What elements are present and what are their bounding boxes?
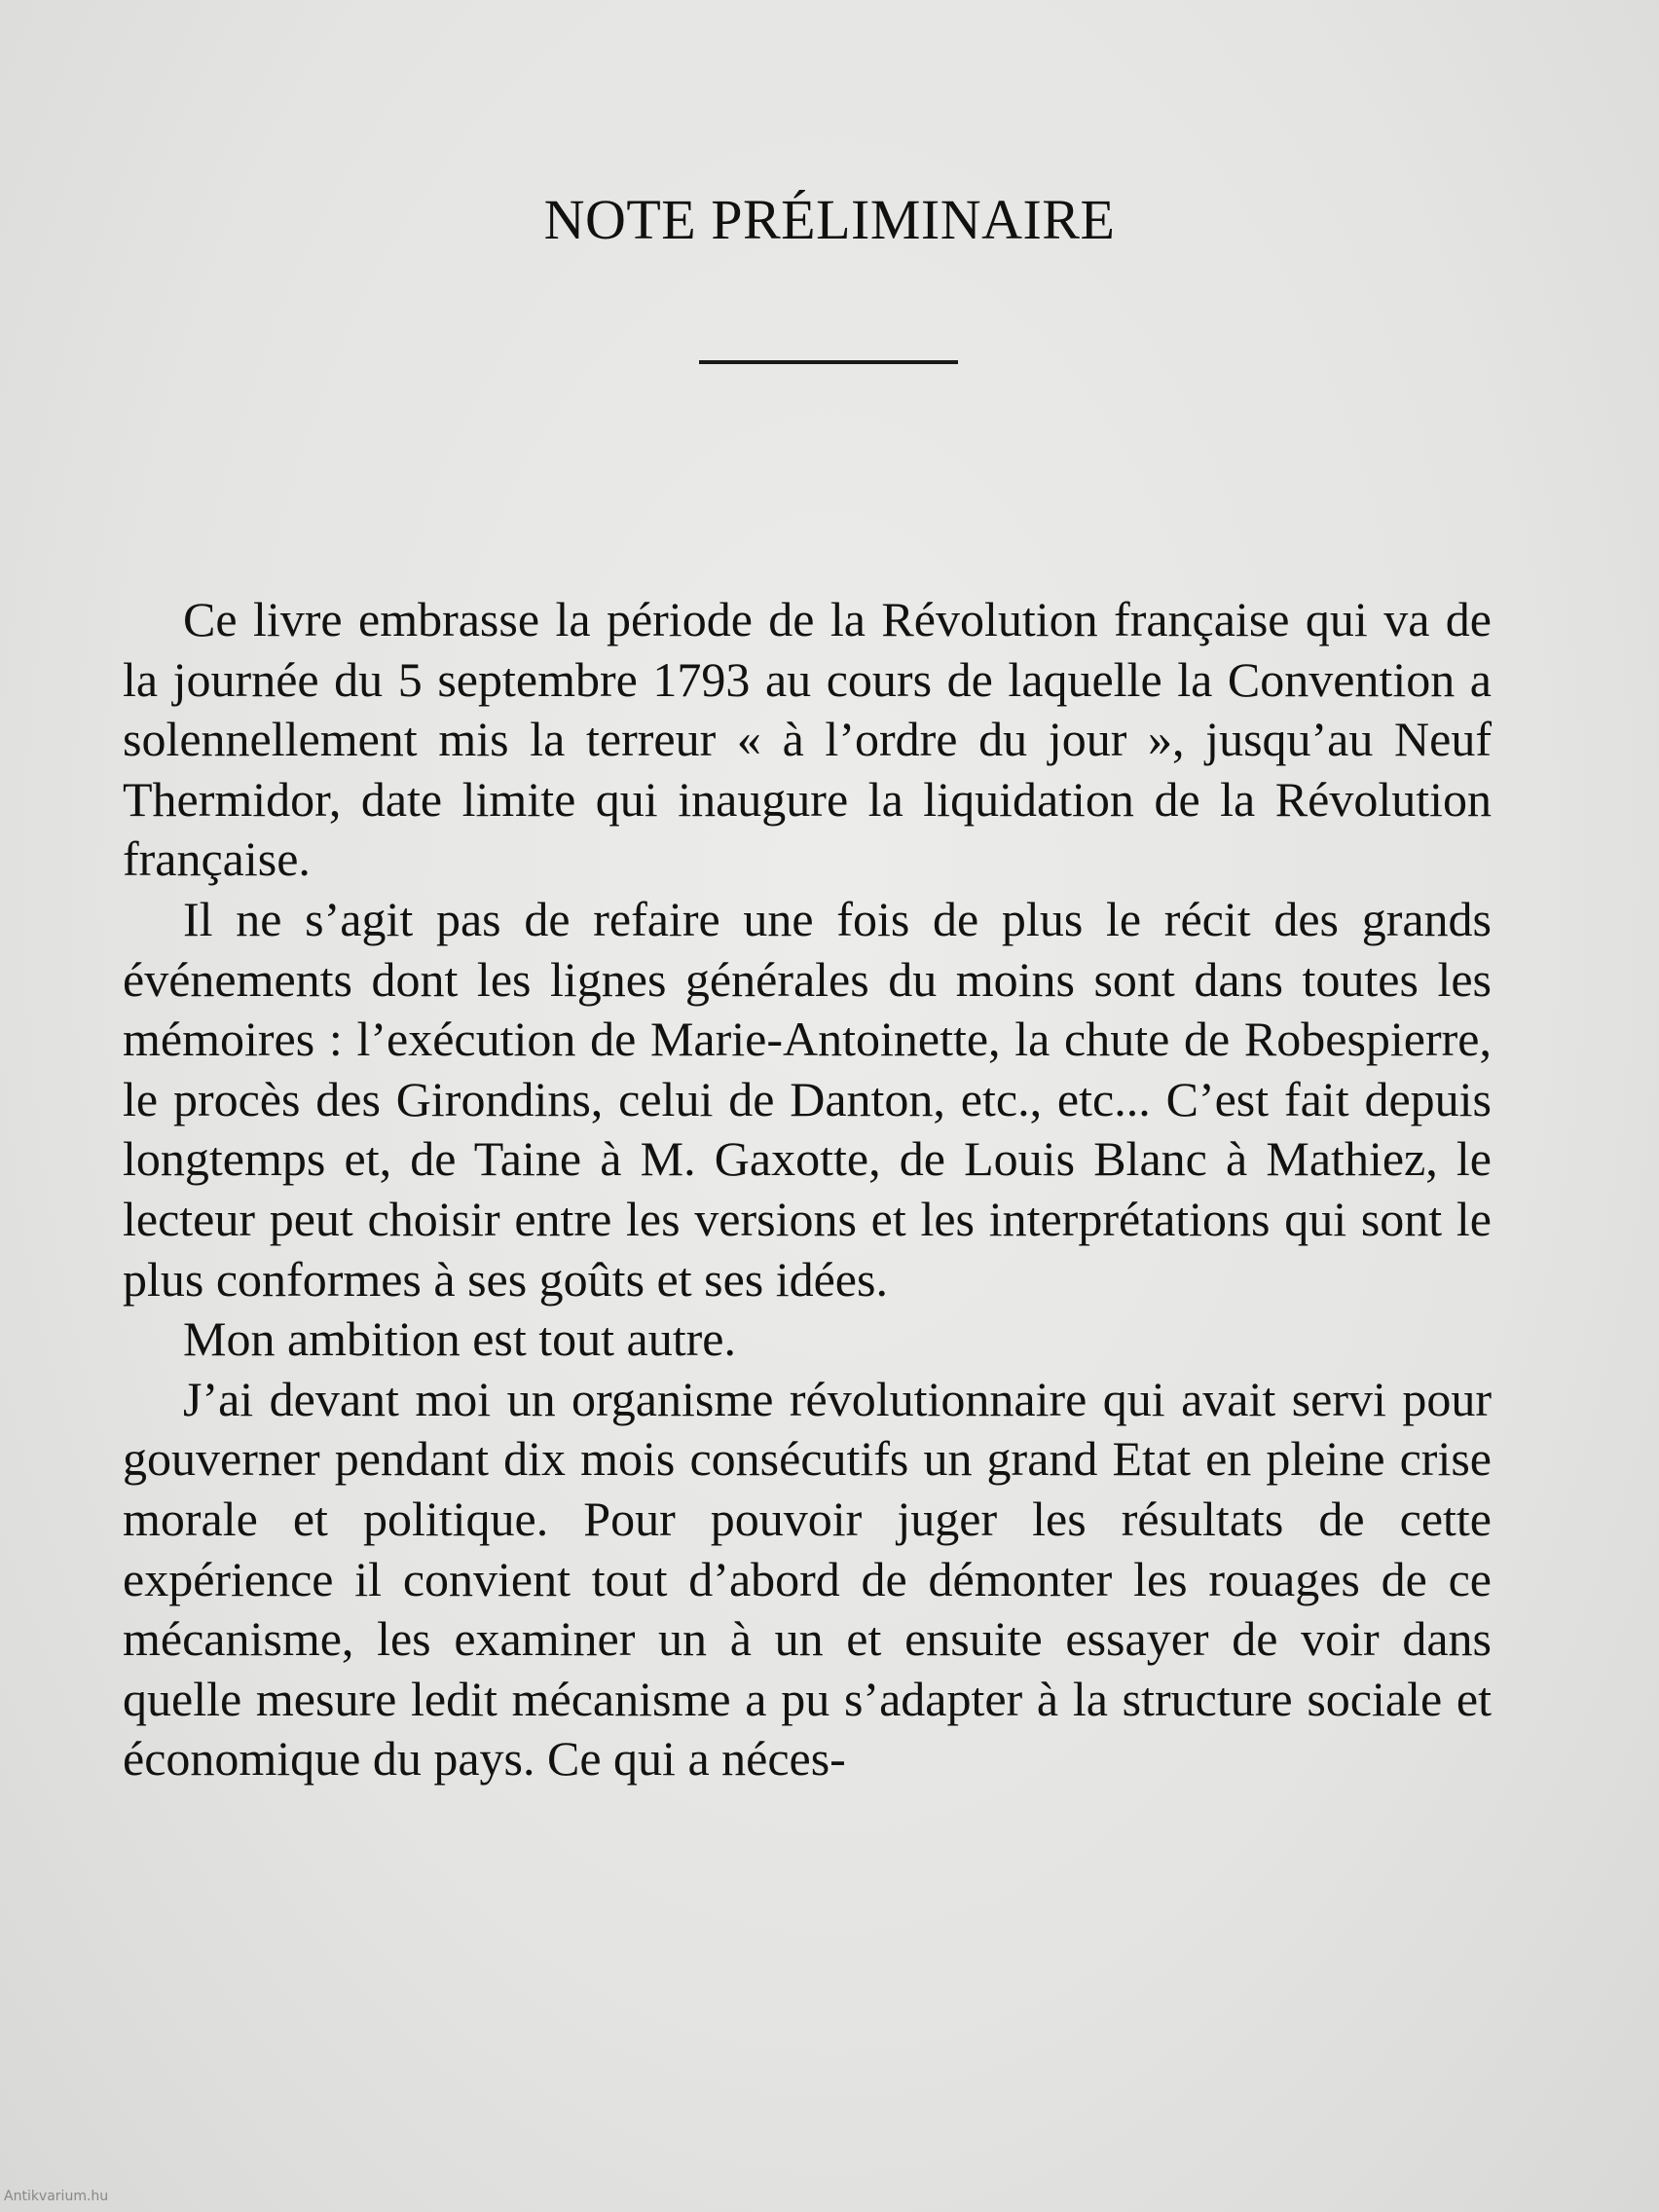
paragraph-2: Il ne s’agit pas de refaire une fois de plus le récit des grands événements dont les lignes générales du moins sont dans toutes les mémoires : l’exécution de Marie-Antoinette, la chute de Robespierre, le procès des Girondins, celui de Danton, etc., etc... C’est fait depuis longtemps et, de Taine à M. Gaxotte, de Louis Blanc à Mathiez, le lecteur peut choisir entre les versions et les interprétations qui sont le plus conformes à ses goûts et ses idées. (123, 891, 1492, 1307)
watermark: Antikvarium.hu (4, 2189, 109, 2204)
paragraph-1: Ce livre embrasse la période de la Révolution française qui va de la journée du 5 septembre 1793 au cours de laquelle la Convention a solennellement mis la terreur « à l’ordre du jour », jusqu’au Neuf Thermidor, date limite qui inaugure la liquidation de la Révolution française. (123, 592, 1492, 887)
page-title: NOTE PRÉLIMINAIRE (543, 188, 1116, 251)
title-underline (699, 360, 958, 364)
body-text (123, 590, 1492, 1789)
paragraph-4: J’ai devant moi un organisme révolutionnaire qui avait servi pour gouverner pendant dix mois consécutifs un grand Etat en pleine crise morale et politique. Pour pouvoir juger les résultats de cette expérience il convient tout d’abord de démonter les rouages de ce mécanisme, les examiner un à un et ensuite essayer de voir dans quelle mesure ledit mécanisme a pu s’adapter à la structure sociale et économique du pays. Ce qui a néces- (123, 1371, 1492, 1787)
paragraph-3: Mon ambition est tout autre. (183, 1311, 736, 1367)
